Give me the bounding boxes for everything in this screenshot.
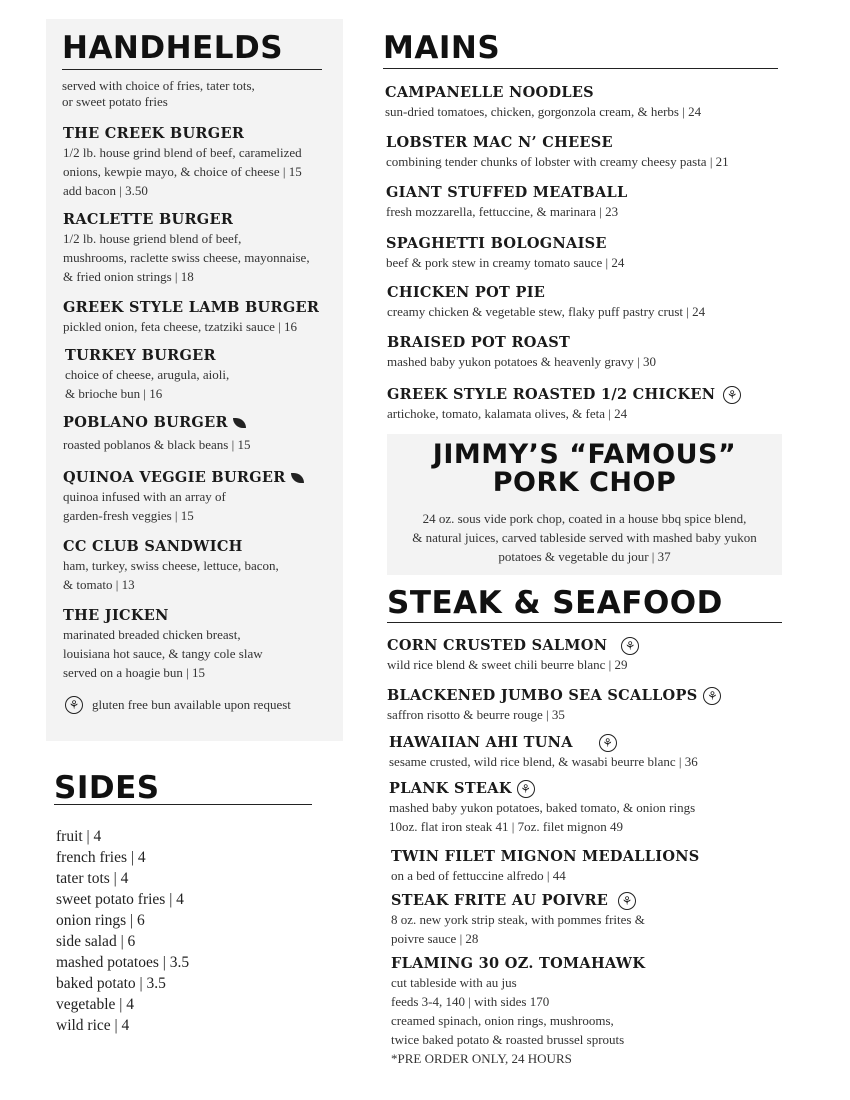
menu-item-lamb-burger xyxy=(63,299,319,336)
item-name: CAMPANELLE NOODLES xyxy=(385,84,594,101)
mains-title: MAINS xyxy=(383,30,501,66)
item-desc: sun-dried tomatoes, chicken, gorgonzola cream, & herbs | 24 xyxy=(385,104,702,119)
list-item: baked potato | 3.5 xyxy=(56,975,166,992)
item-name xyxy=(387,386,741,404)
wheat-circle-icon: ⚘ xyxy=(703,687,721,705)
feature-title-line: PORK CHOP xyxy=(492,467,677,498)
menu-item-roasted-chicken xyxy=(387,386,741,423)
item-desc: 1/2 lb. house grind blend of beef, caramelized xyxy=(63,145,302,160)
item-desc: choice of cheese, arugula, aioli, xyxy=(65,367,230,382)
menu-item-pot-pie xyxy=(387,284,705,321)
menu-item-lobster-mac xyxy=(386,134,729,171)
menu-item-poblano-burger xyxy=(63,414,250,454)
item-desc: mashed baby yukon potatoes, baked tomato, & onion rings xyxy=(389,800,696,815)
menu-item-quinoa-burger xyxy=(63,469,304,525)
item-name-text: PLANK STEAK xyxy=(389,780,512,797)
item-desc: saffron risotto & beurre rouge | 35 xyxy=(387,707,565,722)
wheat-circle-icon: ⚘ xyxy=(599,734,617,752)
wheat-circle-icon: ⚘ xyxy=(517,780,535,798)
item-desc: & fried onion strings | 18 xyxy=(63,269,194,284)
item-name: LOBSTER MAC N’ CHEESE xyxy=(386,134,613,151)
menu-item-club-sandwich xyxy=(63,538,279,594)
item-name-text: CORN CRUSTED SALMON xyxy=(387,637,608,654)
feature-desc-line: & natural juices, carved tableside served with mashed baby yukon xyxy=(412,530,757,545)
item-desc: 10oz. flat iron steak 41 | 7oz. filet mignon 49 xyxy=(389,819,624,834)
item-name xyxy=(387,687,721,705)
list-item: fruit | 4 xyxy=(56,828,102,845)
sides-rule xyxy=(54,804,312,805)
menu-item-pot-roast xyxy=(387,334,656,371)
item-desc: *PRE ORDER ONLY, 24 HOURS xyxy=(391,1051,572,1066)
feature-title-line: JIMMY’S “FAMOUS” xyxy=(432,439,737,470)
item-desc: louisiana hot sauce, & tangy cole slaw xyxy=(63,646,263,661)
list-item: french fries | 4 xyxy=(56,849,146,866)
item-desc: beef & pork stew in creamy tomato sauce | 24 xyxy=(386,255,625,270)
item-name: TURKEY BURGER xyxy=(65,347,216,364)
item-name: SPAGHETTI BOLOGNAISE xyxy=(386,235,607,252)
item-name: THE JICKEN xyxy=(63,607,169,624)
item-desc: add bacon | 3.50 xyxy=(63,183,148,198)
item-name xyxy=(63,469,304,487)
leaf-icon xyxy=(233,418,246,428)
menu-item-tomahawk xyxy=(391,955,645,1068)
list-item: mashed potatoes | 3.5 xyxy=(56,954,190,971)
menu-item-stuffed-meatball xyxy=(386,184,628,221)
item-desc: 8 oz. new york strip steak, with pommes frites & xyxy=(391,912,645,927)
wheat-circle-icon: ⚘ xyxy=(723,386,741,404)
item-name-text: POBLANO BURGER xyxy=(63,414,228,431)
gluten-free-note xyxy=(57,695,291,714)
item-desc: mashed baby yukon potatoes & heavenly gravy | 30 xyxy=(387,354,657,369)
leaf-icon xyxy=(291,473,304,483)
feature-desc-line: potatoes & vegetable du jour | 37 xyxy=(498,549,671,564)
item-desc: creamed spinach, onion rings, mushrooms, xyxy=(391,1013,614,1028)
feature-desc-line: 24 oz. sous vide pork chop, coated in a house bbq spice blend, xyxy=(422,511,747,526)
item-desc: wild rice blend & sweet chili beurre blanc | 29 xyxy=(387,657,628,672)
list-item: vegetable | 4 xyxy=(56,996,134,1013)
handhelds-title: HANDHELDS xyxy=(62,30,284,66)
sides-title: SIDES xyxy=(54,770,160,806)
item-desc: on a bed of fettuccine alfredo | 44 xyxy=(391,868,566,883)
list-item: wild rice | 4 xyxy=(56,1017,130,1034)
item-desc: served on a hoagie bun | 15 xyxy=(63,665,205,680)
item-name-text: STEAK FRITE AU POIVRE xyxy=(391,892,609,909)
item-name-text: GREEK STYLE ROASTED 1/2 CHICKEN xyxy=(387,386,716,403)
item-desc: & tomato | 13 xyxy=(63,577,135,592)
feature-desc xyxy=(387,509,782,566)
handhelds-intro xyxy=(62,78,255,110)
item-name xyxy=(389,734,698,752)
menu-item-spaghetti xyxy=(386,235,624,272)
item-name xyxy=(387,637,639,655)
item-desc: cut tableside with au jus xyxy=(391,975,517,990)
item-desc: pickled onion, feta cheese, tzatziki sauce | 16 xyxy=(63,319,297,334)
feature-title xyxy=(387,441,782,497)
sides-list xyxy=(56,826,189,1036)
item-desc: marinated breaded chicken breast, xyxy=(63,627,241,642)
item-desc: creamy chicken & vegetable stew, flaky puff pastry crust | 24 xyxy=(387,304,706,319)
menu-item-campanelle xyxy=(385,84,701,121)
menu-item-ahi-tuna xyxy=(389,734,698,771)
item-desc: sesame crusted, wild rice blend, & wasabi beurre blanc | 36 xyxy=(389,754,698,769)
item-desc: garden-fresh veggies | 15 xyxy=(63,508,194,523)
menu-item-raclette-burger xyxy=(63,211,310,286)
wheat-circle-icon: ⚘ xyxy=(621,637,639,655)
item-desc: feeds 3-4, 140 | with sides 170 xyxy=(391,994,550,1009)
item-name: TWIN FILET MIGNON MEDALLIONS xyxy=(391,848,700,865)
item-name xyxy=(63,414,250,432)
steak-rule xyxy=(387,622,782,623)
item-desc: fresh mozzarella, fettuccine, & marinara | 23 xyxy=(386,204,619,219)
item-desc: mushrooms, raclette swiss cheese, mayonnaise, xyxy=(63,250,310,265)
menu-item-jicken xyxy=(63,607,263,682)
wheat-circle-icon: ⚘ xyxy=(65,696,83,714)
item-name: RACLETTE BURGER xyxy=(63,211,234,228)
intro-line: served with choice of fries, tater tots, xyxy=(62,78,255,93)
menu-item-turkey-burger xyxy=(65,347,229,403)
item-desc: artichoke, tomato, kalamata olives, & feta | 24 xyxy=(387,406,628,421)
item-name: GIANT STUFFED MEATBALL xyxy=(386,184,628,201)
item-name: BRAISED POT ROAST xyxy=(387,334,571,351)
mains-rule xyxy=(383,68,778,69)
item-desc: & brioche bun | 16 xyxy=(65,386,163,401)
item-name xyxy=(391,892,645,910)
menu-item-scallops xyxy=(387,687,721,724)
item-name: CHICKEN POT PIE xyxy=(387,284,546,301)
list-item: onion rings | 6 xyxy=(56,912,145,929)
item-desc: combining tender chunks of lobster with creamy cheesy pasta | 21 xyxy=(386,154,729,169)
intro-line: or sweet potato fries xyxy=(62,94,168,109)
menu-item-plank-steak xyxy=(389,780,695,836)
item-desc: twice baked potato & roasted brussel sprouts xyxy=(391,1032,625,1047)
list-item: sweet potato fries | 4 xyxy=(56,891,184,908)
item-name-text: HAWAIIAN AHI TUNA xyxy=(389,734,573,751)
handhelds-rule xyxy=(62,69,322,70)
item-name: FLAMING 30 OZ. TOMAHAWK xyxy=(391,955,646,972)
list-item: side salad | 6 xyxy=(56,933,136,950)
item-desc: poivre sauce | 28 xyxy=(391,931,479,946)
menu-item-salmon xyxy=(387,637,639,674)
gluten-free-note-text: gluten free bun available upon request xyxy=(92,697,291,712)
item-name: THE CREEK BURGER xyxy=(63,125,245,142)
item-name: CC CLUB SANDWICH xyxy=(63,538,243,555)
item-desc: onions, kewpie mayo, & choice of cheese | 15 xyxy=(63,164,302,179)
menu-item-creek-burger xyxy=(63,125,302,200)
steak-title: STEAK & SEAFOOD xyxy=(387,585,723,621)
item-name-text: BLACKENED JUMBO SEA SCALLOPS xyxy=(387,687,698,704)
item-name-text: QUINOA VEGGIE BURGER xyxy=(63,469,286,486)
menu-item-filet-medallions xyxy=(391,848,700,885)
item-desc: roasted poblanos & black beans | 15 xyxy=(63,437,251,452)
menu-item-steak-frite xyxy=(391,892,645,948)
item-name xyxy=(389,780,695,798)
list-item: tater tots | 4 xyxy=(56,870,129,887)
wheat-circle-icon: ⚘ xyxy=(618,892,636,910)
item-desc: ham, turkey, swiss cheese, lettuce, bacon, xyxy=(63,558,279,573)
item-name: GREEK STYLE LAMB BURGER xyxy=(63,299,320,316)
item-desc: 1/2 lb. house griend blend of beef, xyxy=(63,231,242,246)
item-desc: quinoa infused with an array of xyxy=(63,489,226,504)
